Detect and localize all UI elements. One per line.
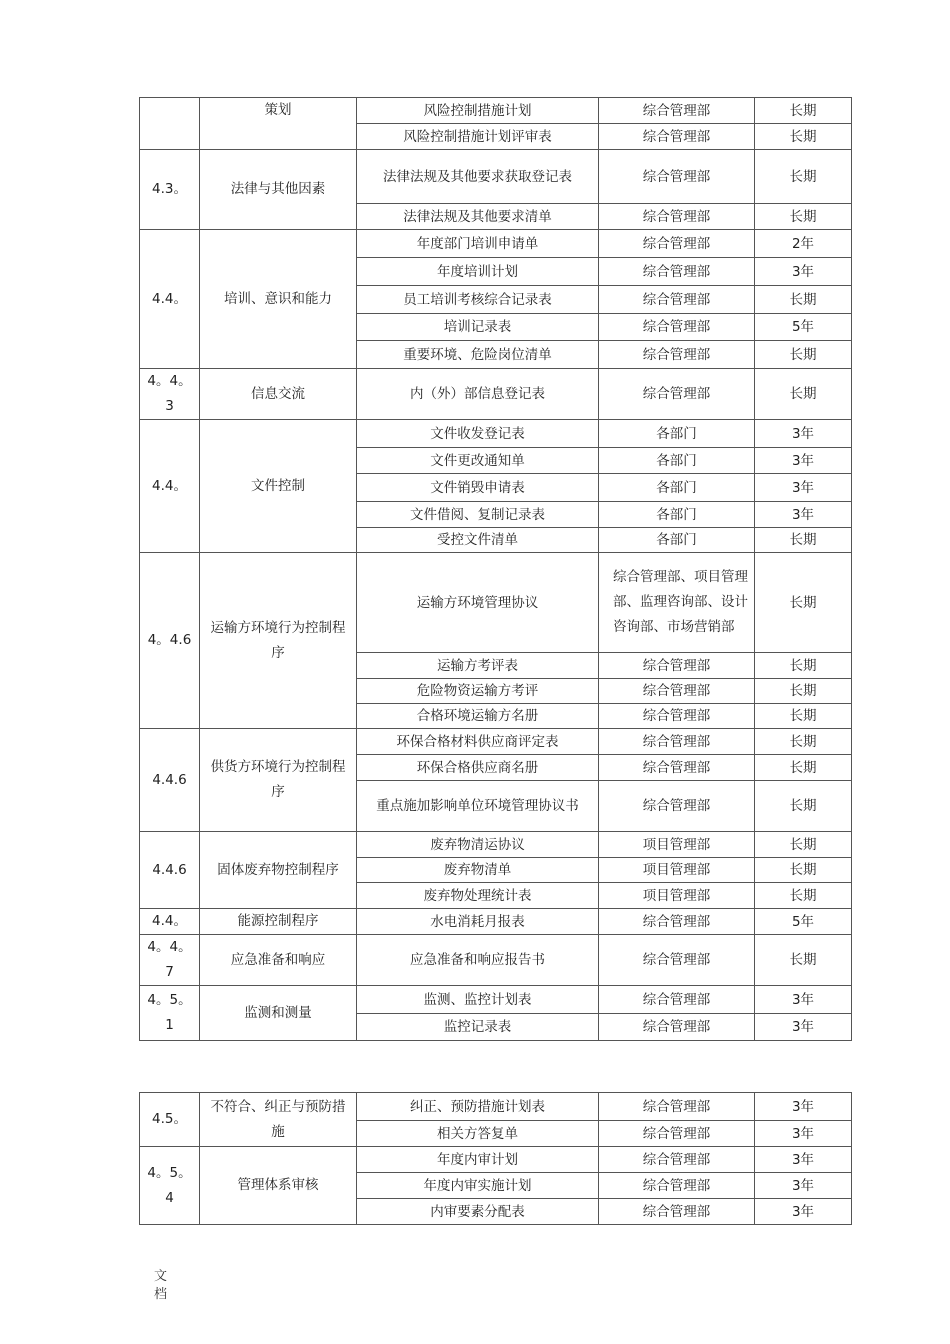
clause-cell xyxy=(140,98,200,150)
department-cell: 综合管理部 xyxy=(599,909,755,935)
table-row xyxy=(140,420,852,448)
department-cell: 各部门 xyxy=(599,502,755,528)
department-cell: 综合管理部、项目管理部、监理咨询部、设计咨询部、市场营销部 xyxy=(599,553,755,653)
retention-period-cell: 长期 xyxy=(755,150,852,204)
records-table-continued xyxy=(139,1092,852,1225)
activity-cell: 供货方环境行为控制程序 xyxy=(200,729,357,832)
department-cell: 各部门 xyxy=(599,474,755,502)
record-name-cell: 法律法规及其他要求获取登记表 xyxy=(357,150,599,204)
retention-period-cell: 3年 xyxy=(755,474,852,502)
department-cell: 各部门 xyxy=(599,448,755,474)
record-name-cell: 风险控制措施计划评审表 xyxy=(357,124,599,150)
department-cell: 综合管理部 xyxy=(599,286,755,314)
activity-cell: 应急准备和响应 xyxy=(200,935,357,986)
record-name-cell: 法律法规及其他要求清单 xyxy=(357,204,599,230)
clause-cell: 4.5。 xyxy=(140,1093,200,1147)
record-name-cell: 相关方答复单 xyxy=(357,1121,599,1147)
retention-period-cell: 3年 xyxy=(755,448,852,474)
department-cell: 综合管理部 xyxy=(599,1199,755,1225)
table-row xyxy=(140,909,852,935)
department-cell: 综合管理部 xyxy=(599,1173,755,1199)
retention-period-cell: 3年 xyxy=(755,1199,852,1225)
table-row xyxy=(140,1093,852,1121)
retention-period-cell: 长期 xyxy=(755,653,852,679)
table-row xyxy=(140,369,852,420)
department-cell: 综合管理部 xyxy=(599,150,755,204)
record-name-cell: 废弃物处理统计表 xyxy=(357,883,599,909)
clause-cell: 4.4.6 xyxy=(140,832,200,909)
record-name-cell: 环保合格材料供应商评定表 xyxy=(357,729,599,755)
record-name-cell: 年度内审实施计划 xyxy=(357,1173,599,1199)
record-name-cell: 合格环境运输方名册 xyxy=(357,704,599,729)
retention-period-cell: 长期 xyxy=(755,729,852,755)
department-cell: 综合管理部 xyxy=(599,314,755,341)
retention-period-cell: 长期 xyxy=(755,704,852,729)
activity-cell: 不符合、纠正与预防措施 xyxy=(200,1093,357,1147)
record-name-cell: 内审要素分配表 xyxy=(357,1199,599,1225)
table-row xyxy=(140,230,852,258)
retention-period-cell: 长期 xyxy=(755,124,852,150)
department-cell: 项目管理部 xyxy=(599,858,755,883)
activity-cell: 固体废弃物控制程序 xyxy=(200,832,357,909)
record-name-cell: 废弃物清单 xyxy=(357,858,599,883)
retention-period-cell: 长期 xyxy=(755,935,852,986)
department-cell: 综合管理部 xyxy=(599,230,755,258)
department-cell: 综合管理部 xyxy=(599,755,755,781)
record-name-cell: 受控文件清单 xyxy=(357,528,599,553)
clause-cell: 4。4.6 xyxy=(140,553,200,729)
record-name-cell: 危险物资运输方考评 xyxy=(357,679,599,704)
department-cell: 综合管理部 xyxy=(599,124,755,150)
activity-cell: 文件控制 xyxy=(200,420,357,553)
department-cell: 综合管理部 xyxy=(599,729,755,755)
retention-period-cell: 5年 xyxy=(755,909,852,935)
retention-period-cell: 5年 xyxy=(755,314,852,341)
department-cell: 各部门 xyxy=(599,420,755,448)
department-cell: 综合管理部 xyxy=(599,935,755,986)
activity-cell: 策划 xyxy=(200,98,357,150)
department-cell: 综合管理部 xyxy=(599,98,755,124)
department-cell: 综合管理部 xyxy=(599,1014,755,1041)
retention-period-cell: 长期 xyxy=(755,528,852,553)
department-cell: 综合管理部 xyxy=(599,1147,755,1173)
record-name-cell: 水电消耗月报表 xyxy=(357,909,599,935)
retention-period-cell: 长期 xyxy=(755,98,852,124)
retention-period-cell: 3年 xyxy=(755,502,852,528)
record-name-cell: 文件销毁申请表 xyxy=(357,474,599,502)
department-cell: 综合管理部 xyxy=(599,341,755,369)
retention-period-cell: 长期 xyxy=(755,781,852,832)
record-name-cell: 员工培训考核综合记录表 xyxy=(357,286,599,314)
record-name-cell: 年度内审计划 xyxy=(357,1147,599,1173)
retention-period-cell: 3年 xyxy=(755,1121,852,1147)
retention-period-cell: 3年 xyxy=(755,1173,852,1199)
retention-period-cell: 长期 xyxy=(755,883,852,909)
activity-cell: 信息交流 xyxy=(200,369,357,420)
record-name-cell: 监测、监控计划表 xyxy=(357,986,599,1014)
retention-period-cell: 长期 xyxy=(755,204,852,230)
clause-cell: 4。4。7 xyxy=(140,935,200,986)
activity-cell: 培训、意识和能力 xyxy=(200,230,357,369)
record-name-cell: 废弃物清运协议 xyxy=(357,832,599,858)
table-row xyxy=(140,553,852,653)
department-cell: 综合管理部 xyxy=(599,653,755,679)
retention-period-cell: 长期 xyxy=(755,679,852,704)
activity-cell: 监测和测量 xyxy=(200,986,357,1041)
retention-period-cell: 长期 xyxy=(755,858,852,883)
retention-period-cell: 3年 xyxy=(755,1093,852,1121)
department-cell: 综合管理部 xyxy=(599,258,755,286)
clause-cell: 4。5。1 xyxy=(140,986,200,1041)
clause-cell: 4.4。 xyxy=(140,909,200,935)
department-cell: 项目管理部 xyxy=(599,832,755,858)
clause-cell: 4.4。 xyxy=(140,230,200,369)
department-cell: 各部门 xyxy=(599,528,755,553)
record-name-cell: 运输方环境管理协议 xyxy=(357,553,599,653)
record-name-cell: 重要环境、危险岗位清单 xyxy=(357,341,599,369)
record-name-cell: 内（外）部信息登记表 xyxy=(357,369,599,420)
activity-cell: 管理体系审核 xyxy=(200,1147,357,1225)
department-cell: 项目管理部 xyxy=(599,883,755,909)
record-name-cell: 年度培训计划 xyxy=(357,258,599,286)
table-row xyxy=(140,832,852,858)
retention-period-cell: 3年 xyxy=(755,1147,852,1173)
table-row xyxy=(140,935,852,986)
retention-period-cell: 长期 xyxy=(755,553,852,653)
department-cell: 综合管理部 xyxy=(599,679,755,704)
clause-cell: 4。4。3 xyxy=(140,369,200,420)
activity-cell: 法律与其他因素 xyxy=(200,150,357,230)
activity-cell: 能源控制程序 xyxy=(200,909,357,935)
retention-period-cell: 3年 xyxy=(755,420,852,448)
record-name-cell: 培训记录表 xyxy=(357,314,599,341)
department-cell: 综合管理部 xyxy=(599,704,755,729)
record-name-cell: 年度部门培训申请单 xyxy=(357,230,599,258)
department-cell: 综合管理部 xyxy=(599,1093,755,1121)
retention-period-cell: 长期 xyxy=(755,832,852,858)
record-name-cell: 纠正、预防措施计划表 xyxy=(357,1093,599,1121)
clause-cell: 4.3。 xyxy=(140,150,200,230)
record-name-cell: 重点施加影响单位环境管理协议书 xyxy=(357,781,599,832)
table-row xyxy=(140,986,852,1014)
retention-period-cell: 3年 xyxy=(755,258,852,286)
table-row xyxy=(140,150,852,204)
record-name-cell: 文件借阅、复制记录表 xyxy=(357,502,599,528)
department-cell: 综合管理部 xyxy=(599,1121,755,1147)
clause-cell: 4.4.6 xyxy=(140,729,200,832)
department-cell: 综合管理部 xyxy=(599,204,755,230)
retention-period-cell: 长期 xyxy=(755,369,852,420)
department-cell: 综合管理部 xyxy=(599,986,755,1014)
footer-label: 文档 xyxy=(154,1269,168,1302)
record-name-cell: 环保合格供应商名册 xyxy=(357,755,599,781)
record-name-cell: 监控记录表 xyxy=(357,1014,599,1041)
department-cell: 综合管理部 xyxy=(599,781,755,832)
record-name-cell: 风险控制措施计划 xyxy=(357,98,599,124)
clause-cell: 4.4。 xyxy=(140,420,200,553)
table-row xyxy=(140,729,852,755)
retention-period-cell: 长期 xyxy=(755,755,852,781)
retention-period-cell: 2年 xyxy=(755,230,852,258)
retention-period-cell: 3年 xyxy=(755,986,852,1014)
records-table-main xyxy=(139,97,852,1041)
record-name-cell: 运输方考评表 xyxy=(357,653,599,679)
record-name-cell: 应急准备和响应报告书 xyxy=(357,935,599,986)
retention-period-cell: 长期 xyxy=(755,341,852,369)
record-name-cell: 文件收发登记表 xyxy=(357,420,599,448)
department-cell: 综合管理部 xyxy=(599,369,755,420)
clause-cell: 4。5。4 xyxy=(140,1147,200,1225)
retention-period-cell: 3年 xyxy=(755,1014,852,1041)
activity-cell: 运输方环境行为控制程序 xyxy=(200,553,357,729)
table-row xyxy=(140,1147,852,1173)
record-name-cell: 文件更改通知单 xyxy=(357,448,599,474)
table-row xyxy=(140,98,852,124)
retention-period-cell: 长期 xyxy=(755,286,852,314)
